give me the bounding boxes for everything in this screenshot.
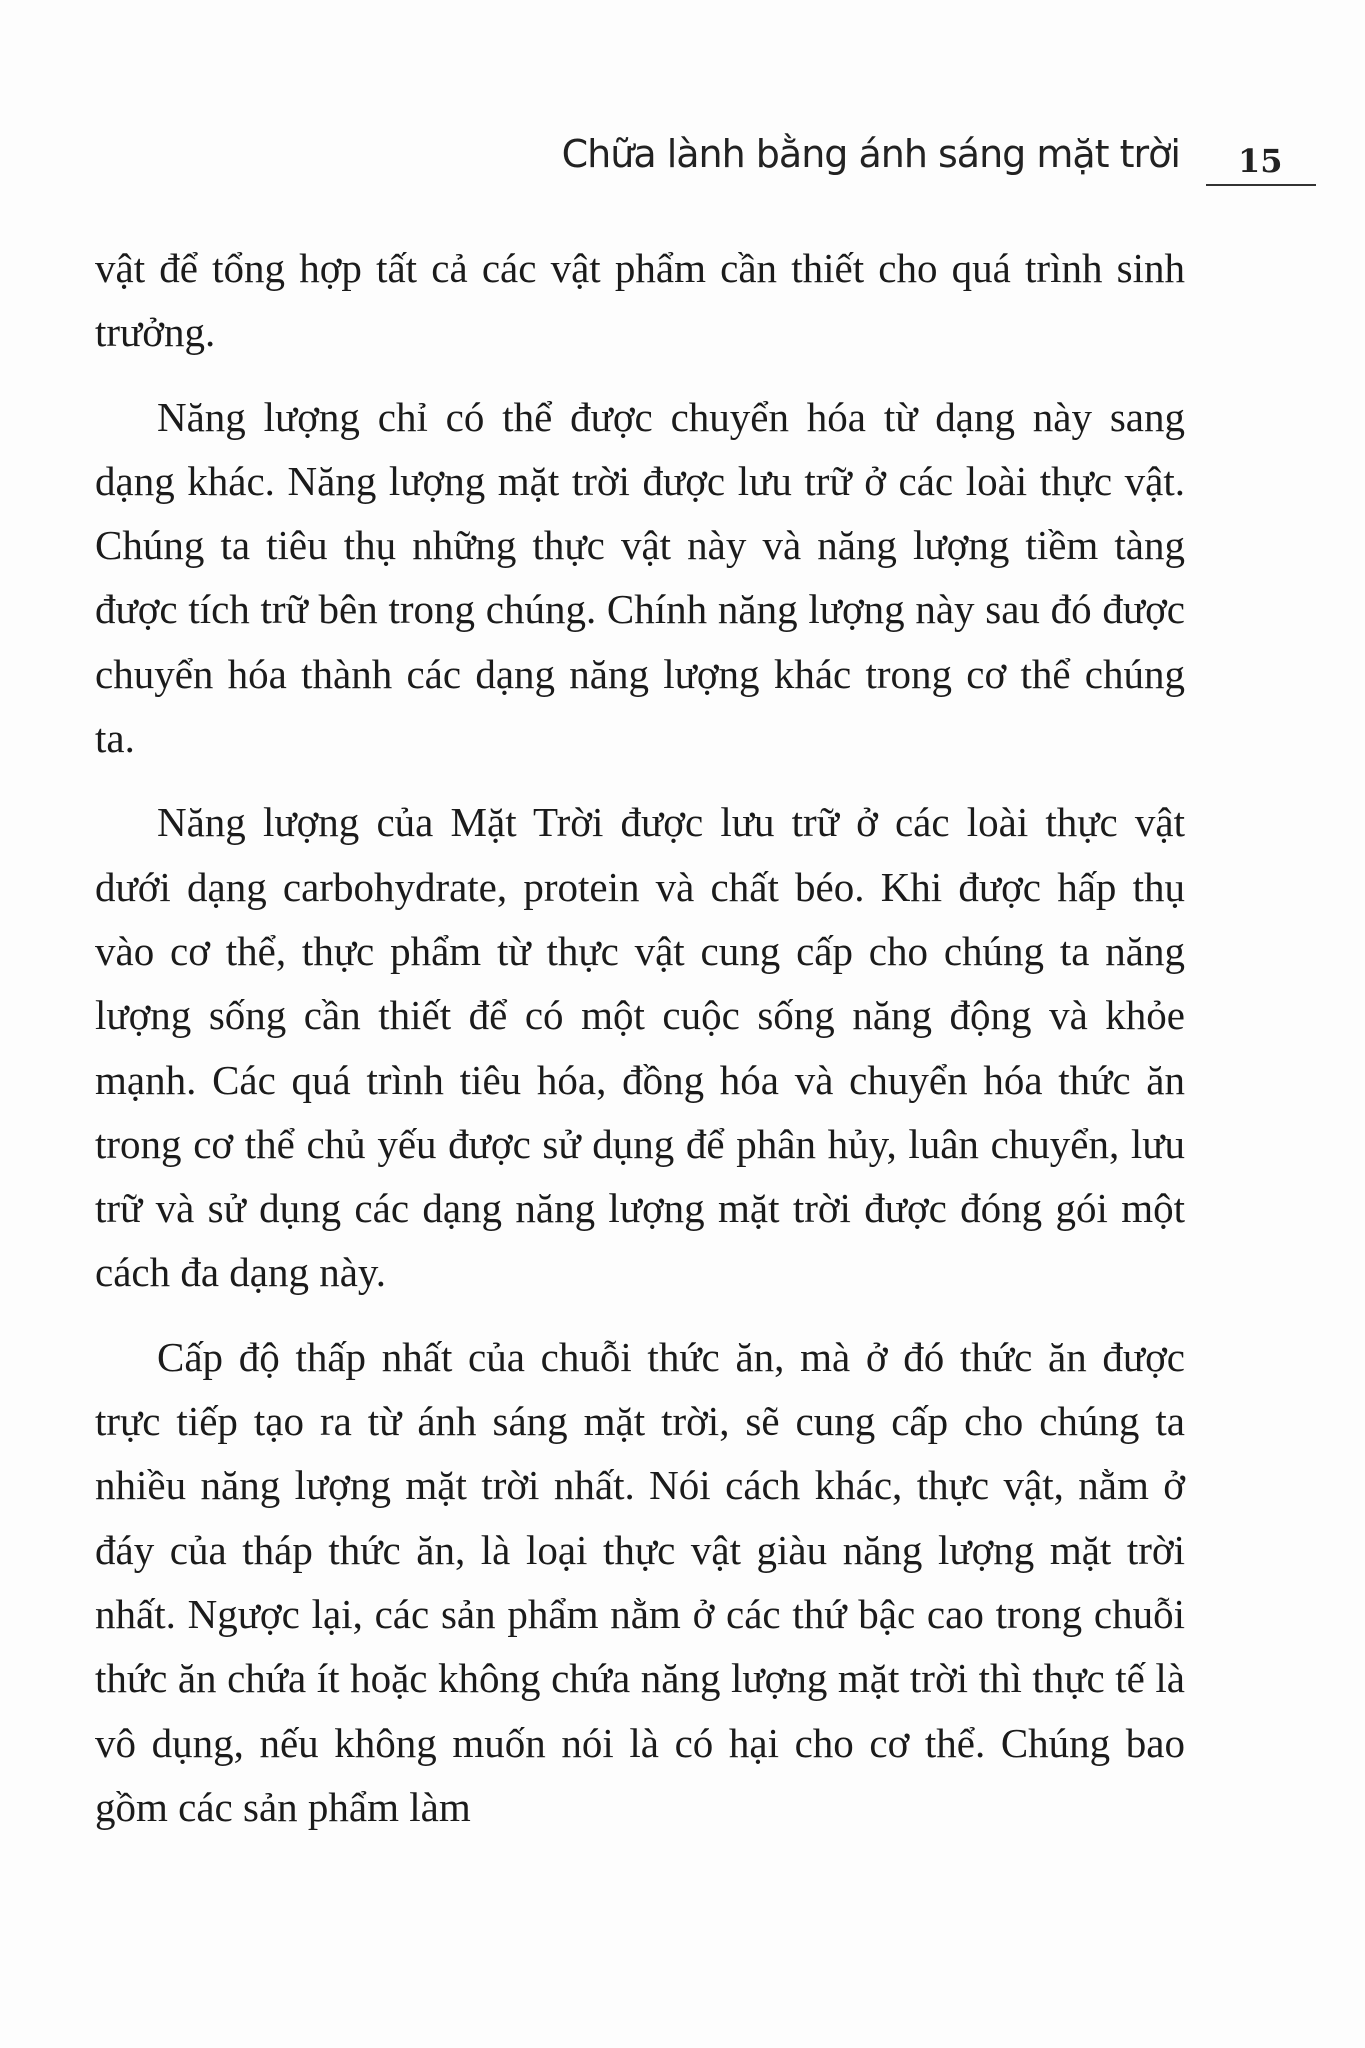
running-header-title: Chữa lành bằng ánh sáng mặt trời	[561, 132, 1180, 176]
paragraph-3: Năng lượng của Mặt Trời được lưu trữ ở các loài thực vật dưới dạng carbohydrate, protein và chất béo. Khi được hấp thụ vào cơ thể, thực phẩm từ thực vật cung cấp cho chúng ta năng lượng sống cần thiết để có một cuộc sống năng động và khỏe mạnh. Các quá trình tiêu hóa, đồng hóa và chuyển hóa thức ăn trong cơ thể chủ yếu được sử dụng để phân hủy, luân chuyển, lưu trữ và sử dụng các dạng năng lượng mặt trời được đóng gói một cách đa dạng này.	[95, 799, 1185, 1296]
paragraph-4: Cấp độ thấp nhất của chuỗi thức ăn, mà ở đó thức ăn được trực tiếp tạo ra từ ánh sáng mặt trời, sẽ cung cấp cho chúng ta nhiều năng lượng mặt trời nhất. Nói cách khác, thực vật, nằm ở đáy của tháp thức ăn, là loại thực vật giàu năng lượng mặt trời nhất. Ngược lại, các sản phẩm nằm ở các thứ bậc cao trong chuỗi thức ăn chứa ít hoặc không chứa năng lượng mặt trời thì thực tế là vô dụng, nếu không muốn nói là có hại cho cơ thể. Chúng bao gồm các sản phẩm làm	[95, 1333, 1185, 1830]
body-text	[95, 236, 1185, 1859]
header-rule	[1206, 184, 1316, 186]
paragraph-2: Năng lượng chỉ có thể được chuyển hóa từ dạng này sang dạng khác. Năng lượng mặt trời được lưu trữ ở các loài thực vật. Chúng ta tiêu thụ những thực vật này và năng lượng tiềm tàng được tích trữ bên trong chúng. Chính năng lượng này sau đó được chuyển hóa thành các dạng năng lượng khác trong cơ thể chúng ta.	[95, 393, 1185, 762]
page-number: 15	[1238, 142, 1283, 180]
paragraph-1: vật để tổng hợp tất cả các vật phẩm cần thiết cho quá trình sinh trưởng.	[95, 245, 1185, 356]
